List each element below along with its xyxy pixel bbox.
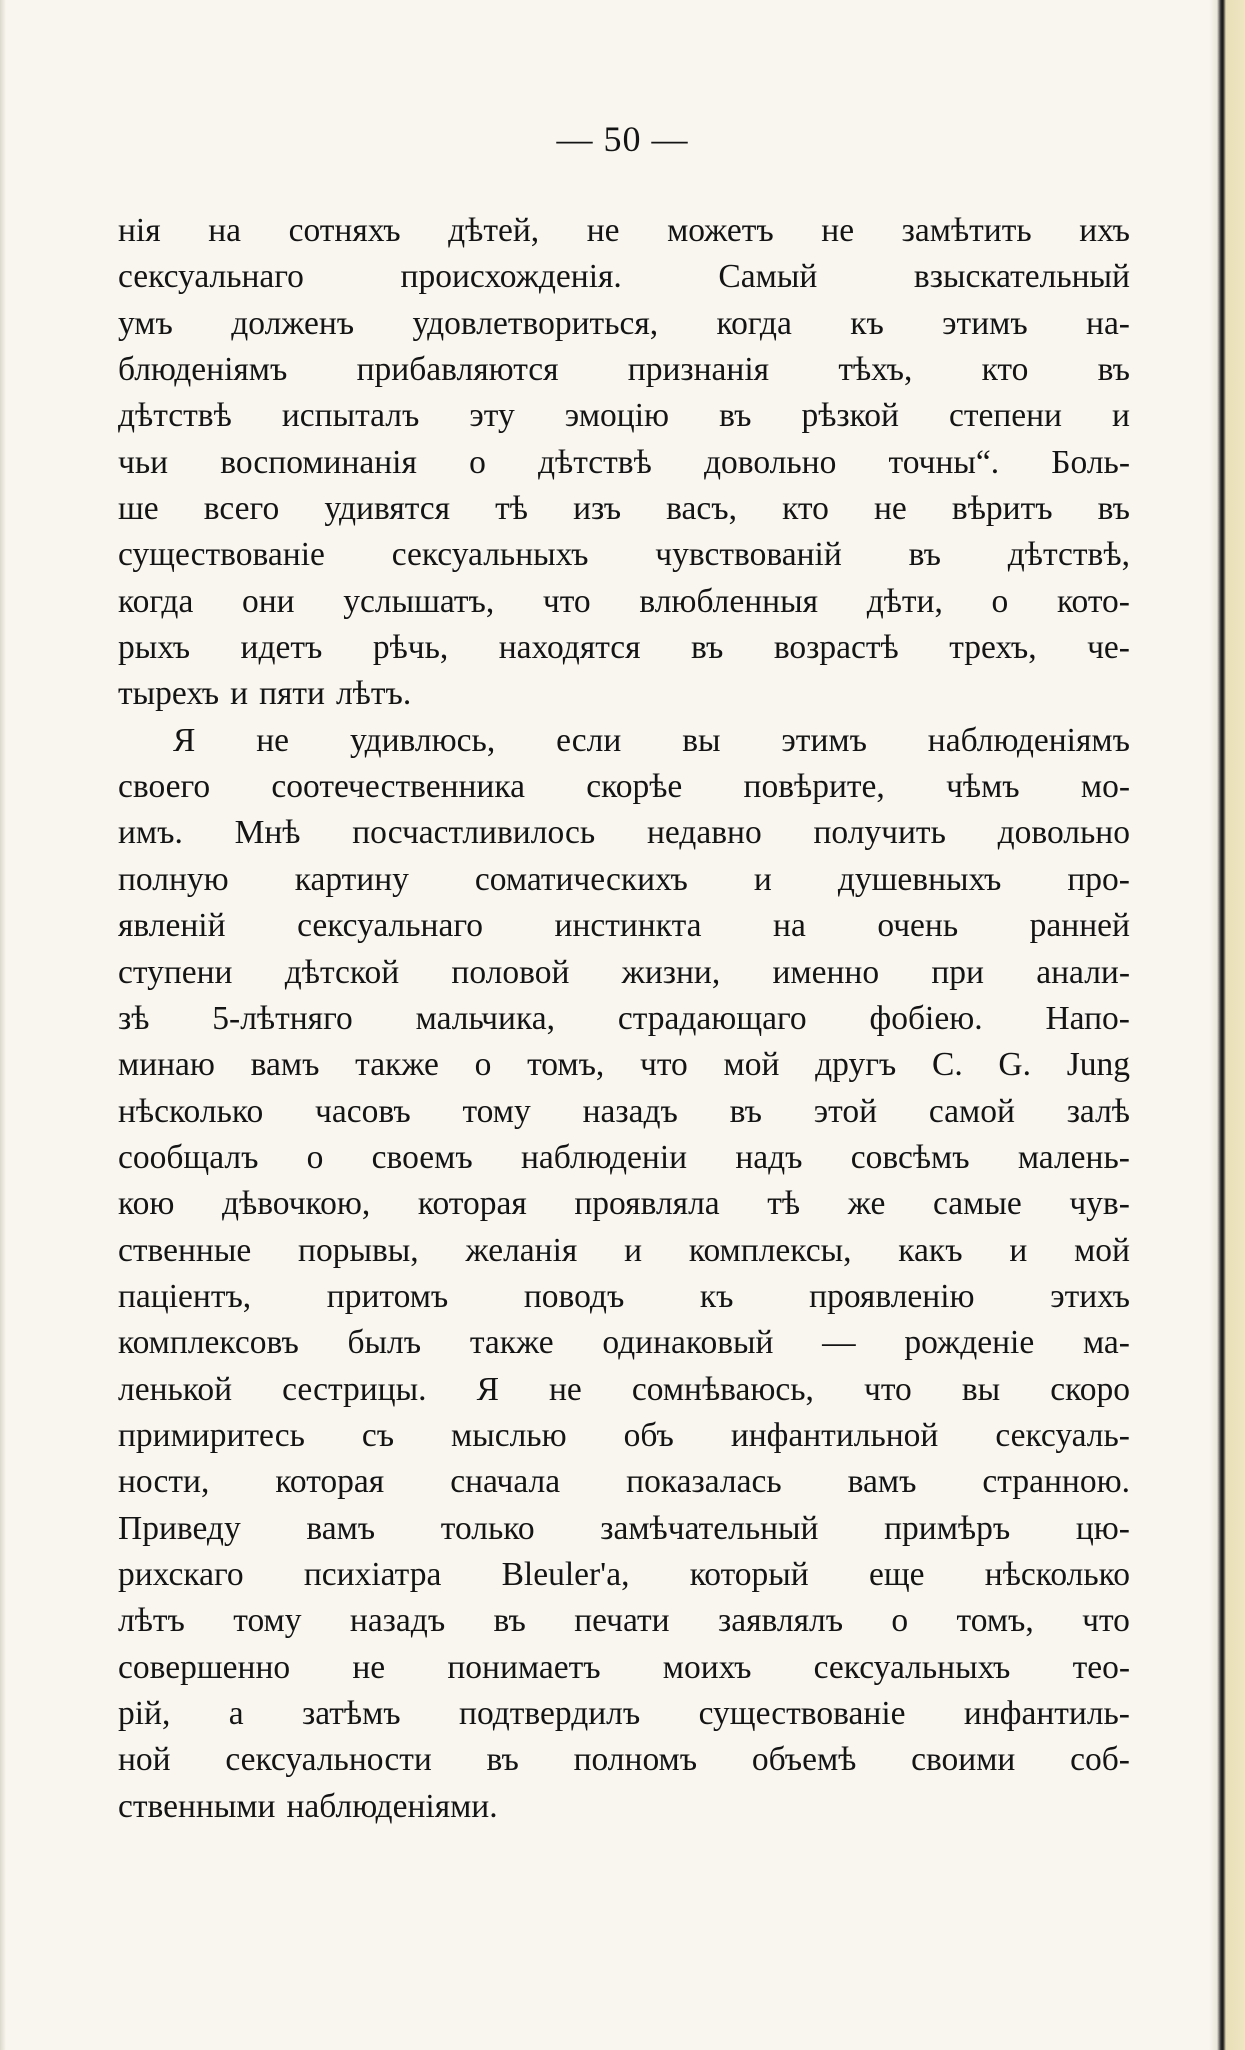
word: и xyxy=(1009,1231,1028,1269)
word: сначала xyxy=(450,1463,561,1501)
word: и xyxy=(753,860,772,898)
word: томъ, xyxy=(956,1602,1034,1640)
word: чьи xyxy=(118,443,169,481)
word: удивлюсь, xyxy=(349,721,496,759)
word: о xyxy=(891,1602,909,1640)
word: томъ, xyxy=(527,1046,605,1084)
word: мо- xyxy=(1080,768,1130,806)
word: Я xyxy=(476,1370,499,1408)
word: существованіе xyxy=(698,1695,906,1732)
word: также xyxy=(469,1324,554,1362)
word: показалась xyxy=(626,1463,782,1501)
word: и xyxy=(624,1231,643,1269)
word: замѣтить xyxy=(901,212,1032,249)
word: психіатра xyxy=(303,1555,442,1593)
word: поводъ xyxy=(523,1277,625,1315)
word: скорѣе xyxy=(586,768,683,806)
word: признанія xyxy=(627,351,770,389)
text-line xyxy=(118,810,1130,856)
word: лѣтъ xyxy=(118,1602,185,1640)
text-line xyxy=(118,764,1130,810)
word: эмоцію xyxy=(564,397,670,435)
word: мой xyxy=(723,1046,780,1084)
word: прибавляются xyxy=(356,351,559,389)
text-line xyxy=(118,1089,1130,1135)
word: еще xyxy=(869,1555,925,1593)
word: которая xyxy=(275,1463,385,1501)
word: сексуальныхъ xyxy=(813,1648,1011,1686)
word: ственные xyxy=(118,1231,252,1269)
text-line xyxy=(118,347,1130,393)
word: удовлетвориться, xyxy=(412,304,659,342)
text-line xyxy=(118,1784,1130,1830)
word: пяти xyxy=(259,675,325,713)
word: нѣсколько xyxy=(118,1092,264,1130)
word: ранней xyxy=(1029,907,1130,945)
word: этимъ xyxy=(942,304,1028,342)
word: наблюденіи xyxy=(520,1138,688,1176)
word: они xyxy=(241,582,295,620)
word: васъ, xyxy=(666,490,737,528)
word: своего xyxy=(118,768,211,806)
word: Напо- xyxy=(1045,999,1130,1037)
word: мальчика, xyxy=(415,999,555,1037)
word: въ xyxy=(691,629,724,667)
word: тѣхъ, xyxy=(838,351,913,389)
word: когда xyxy=(716,304,792,342)
word: притомъ xyxy=(326,1277,449,1315)
word: вы xyxy=(682,721,721,759)
word: степени xyxy=(948,397,1062,435)
text-line xyxy=(118,579,1130,625)
word: странною. xyxy=(982,1463,1130,1501)
word: анали- xyxy=(1036,953,1130,991)
word: ихъ xyxy=(1079,212,1130,249)
word: проявленію xyxy=(809,1277,975,1315)
word: сексуаль- xyxy=(995,1416,1130,1454)
word: соб- xyxy=(1070,1741,1130,1779)
page-left-edge xyxy=(0,0,6,2050)
word: о xyxy=(991,582,1009,620)
word: желанія xyxy=(465,1231,578,1269)
word: тому xyxy=(233,1602,302,1640)
word: и xyxy=(1112,397,1130,435)
word: тео- xyxy=(1072,1648,1130,1686)
word: находятся xyxy=(498,629,641,667)
text-line xyxy=(118,1228,1130,1274)
word: нѣсколько xyxy=(984,1555,1130,1593)
word: не xyxy=(352,1648,386,1686)
word: Мнѣ xyxy=(234,814,301,852)
word: сестрицы. xyxy=(282,1370,427,1408)
word: къ xyxy=(699,1277,734,1315)
word: этихъ xyxy=(1050,1277,1130,1315)
word: ственными xyxy=(118,1787,276,1825)
word: именно xyxy=(772,953,880,991)
word: ма- xyxy=(1082,1324,1130,1362)
word: получить xyxy=(813,814,946,852)
text-line xyxy=(118,254,1130,300)
word: ленькой xyxy=(118,1370,233,1408)
word: на xyxy=(773,907,806,945)
word: мой xyxy=(1074,1231,1130,1269)
text-line xyxy=(118,1506,1130,1552)
word: вѣритъ xyxy=(951,490,1053,528)
word: и xyxy=(230,675,249,713)
word: Самый xyxy=(718,258,818,296)
text-line xyxy=(118,301,1130,347)
word: ной xyxy=(118,1741,171,1779)
word: примѣръ xyxy=(884,1509,1011,1547)
word: фобіею. xyxy=(869,999,983,1037)
word: мыслью xyxy=(451,1416,567,1454)
text-line xyxy=(118,1552,1130,1598)
word: соматическихъ xyxy=(474,860,688,898)
word: въ xyxy=(1097,490,1130,528)
word: при xyxy=(931,953,984,991)
word: комплексовъ xyxy=(118,1324,299,1362)
text-line xyxy=(118,1042,1130,1088)
word: сомнѣваюсь, xyxy=(631,1370,814,1408)
word: что xyxy=(640,1046,688,1084)
word: полномъ xyxy=(573,1741,698,1779)
word: рій, xyxy=(118,1695,171,1732)
word: кою xyxy=(118,1185,175,1223)
word: сексуальныхъ xyxy=(391,536,589,574)
word: своими xyxy=(911,1741,1016,1779)
word: че- xyxy=(1087,629,1130,667)
word: комплексы, xyxy=(688,1231,852,1269)
word: нія xyxy=(118,212,161,249)
word: самой xyxy=(928,1092,1015,1130)
word: инфантильной xyxy=(730,1416,939,1454)
word: эту xyxy=(469,397,515,435)
word: въ xyxy=(729,1092,762,1130)
word: лѣтъ. xyxy=(335,675,412,713)
word: сексуальности xyxy=(225,1741,432,1779)
word: тому xyxy=(462,1092,531,1130)
word: надъ xyxy=(735,1138,803,1176)
text-line xyxy=(118,208,1130,254)
word: другъ xyxy=(815,1046,897,1084)
word: повѣрите, xyxy=(743,768,885,806)
word: объ xyxy=(623,1416,674,1454)
word: дѣтской xyxy=(284,953,400,991)
word: влюбленныя xyxy=(639,582,819,620)
text-line xyxy=(118,1320,1130,1366)
word: Приведу xyxy=(118,1509,241,1547)
word: которая xyxy=(417,1185,527,1223)
word: можетъ xyxy=(667,212,774,249)
word: C. xyxy=(931,1046,963,1084)
word: взыскательный xyxy=(913,258,1130,296)
word: сексуальнаго xyxy=(118,258,304,296)
word: довольно xyxy=(997,814,1130,852)
word: не xyxy=(873,490,907,528)
word: о xyxy=(474,1046,492,1084)
word: на- xyxy=(1086,304,1130,342)
word: что xyxy=(1082,1602,1130,1640)
word: умъ xyxy=(118,304,173,342)
text-line xyxy=(118,532,1130,578)
word: порывы, xyxy=(298,1231,419,1269)
word: долженъ xyxy=(231,304,355,342)
text-line xyxy=(118,625,1130,671)
word: ше xyxy=(118,490,159,528)
text-line xyxy=(118,996,1130,1042)
word: очень xyxy=(877,907,959,945)
word: назадъ xyxy=(582,1092,678,1130)
text-line xyxy=(118,1274,1130,1320)
word: Боль- xyxy=(1051,443,1130,481)
word: существованіе xyxy=(118,536,325,574)
word: дѣтствѣ xyxy=(118,397,232,435)
word: дѣвочкою, xyxy=(221,1185,371,1223)
word: только xyxy=(440,1509,535,1547)
word: Я xyxy=(173,721,196,759)
word: же xyxy=(847,1185,886,1223)
word: былъ xyxy=(347,1324,422,1362)
word: всего xyxy=(203,490,280,528)
word: полную xyxy=(118,860,229,898)
word: замѣчательный xyxy=(600,1509,819,1547)
word: рихскаго xyxy=(118,1555,244,1593)
word: явленій xyxy=(118,907,226,945)
word: понимаетъ xyxy=(447,1648,601,1686)
word: о xyxy=(469,443,486,481)
word: въ xyxy=(908,536,941,574)
word: одинаковый xyxy=(602,1324,774,1362)
word: довольно xyxy=(703,443,837,481)
word: чувствованій xyxy=(655,536,842,574)
page-number: — 50 — xyxy=(556,119,689,159)
word: испыталъ xyxy=(281,397,420,435)
word: соотечественника xyxy=(271,768,525,806)
word: рожденіе xyxy=(904,1324,1035,1362)
word: на xyxy=(208,212,242,249)
word: инфантиль- xyxy=(963,1695,1130,1732)
word: происхожденія. xyxy=(400,258,622,296)
word: недавно xyxy=(646,814,762,852)
word: рѣчь, xyxy=(372,629,449,667)
word: имъ. xyxy=(118,814,183,852)
word: паціентъ, xyxy=(118,1277,252,1315)
word: этимъ xyxy=(781,721,867,759)
word: въ xyxy=(719,397,752,435)
word: минаю xyxy=(118,1046,215,1084)
word: дѣтствѣ, xyxy=(1007,536,1130,574)
word: рыхъ xyxy=(118,629,191,667)
text-line xyxy=(118,1645,1130,1691)
text-line xyxy=(118,1367,1130,1413)
word: блюденіямъ xyxy=(118,351,288,389)
word: вамъ xyxy=(250,1046,320,1084)
word: назадъ xyxy=(349,1602,446,1640)
text-line xyxy=(118,486,1130,532)
word: подтвердилъ xyxy=(459,1695,641,1732)
word: не xyxy=(821,212,855,249)
text-line xyxy=(118,857,1130,903)
word: ности, xyxy=(118,1463,210,1501)
word: идетъ xyxy=(240,629,323,667)
word: Jung xyxy=(1066,1046,1130,1084)
word: если xyxy=(556,721,622,759)
word: о xyxy=(306,1138,324,1176)
word: кто xyxy=(782,490,829,528)
word: скоро xyxy=(1050,1370,1130,1408)
word: рѣзкой xyxy=(801,397,899,435)
word: малень- xyxy=(1017,1138,1130,1176)
text-line xyxy=(118,393,1130,439)
word: вамъ xyxy=(306,1509,376,1547)
text-line xyxy=(118,1413,1130,1459)
word: — xyxy=(822,1324,856,1362)
word: что xyxy=(864,1370,912,1408)
word: про- xyxy=(1067,860,1130,898)
word: примиритесь xyxy=(118,1416,305,1454)
word: страдающаго xyxy=(617,999,807,1037)
word: не xyxy=(256,721,290,759)
word: инстинкта xyxy=(554,907,702,945)
word: ступени xyxy=(118,953,233,991)
word: трехъ, xyxy=(949,629,1037,667)
word: сексуальнаго xyxy=(297,907,483,945)
word: половой xyxy=(451,953,570,991)
text-line xyxy=(118,440,1130,486)
word: чѣмъ xyxy=(946,768,1020,806)
word: залѣ xyxy=(1066,1092,1130,1130)
word: дѣти, xyxy=(866,582,943,620)
word: также xyxy=(355,1046,439,1084)
word: когда xyxy=(118,582,194,620)
word: цю- xyxy=(1075,1509,1130,1547)
word: воспоминанія xyxy=(220,443,417,481)
word: картину xyxy=(294,860,409,898)
word: своемъ xyxy=(371,1138,473,1176)
word: къ xyxy=(850,304,884,342)
word: услышатъ, xyxy=(343,582,495,620)
word: наблюденіями. xyxy=(286,1787,498,1825)
text-line xyxy=(118,1459,1130,1505)
word: вы xyxy=(961,1370,1001,1408)
word: дѣтей, xyxy=(448,212,540,249)
word: кто xyxy=(981,351,1029,389)
text-line xyxy=(118,718,1130,764)
text-line xyxy=(118,903,1130,949)
word: самые xyxy=(932,1185,1022,1223)
word: сообщалъ xyxy=(118,1138,259,1176)
text-line xyxy=(118,1598,1130,1644)
word: печати xyxy=(574,1602,670,1640)
word: не xyxy=(548,1370,582,1408)
word: вамъ xyxy=(847,1463,917,1501)
text-line xyxy=(118,1135,1130,1181)
word: душевныхъ xyxy=(837,860,1002,898)
text-line xyxy=(118,1737,1130,1783)
word: этой xyxy=(813,1092,878,1130)
word: изъ xyxy=(573,490,622,528)
word: удивятся xyxy=(324,490,451,528)
word: точны“. xyxy=(888,443,1000,481)
word: тѣ xyxy=(495,490,529,528)
book-spine-edge xyxy=(1209,0,1245,2050)
text-line xyxy=(118,950,1130,996)
word: а xyxy=(228,1695,244,1732)
word: G. xyxy=(998,1046,1031,1084)
word: возрастѣ xyxy=(773,629,899,667)
word: въ xyxy=(1097,351,1130,389)
word: совсѣмъ xyxy=(850,1138,970,1176)
word: не xyxy=(586,212,620,249)
word: въ xyxy=(486,1741,519,1779)
word: 5-лѣтняго xyxy=(212,999,353,1037)
word: затѣмъ xyxy=(302,1695,401,1732)
text-line xyxy=(118,1691,1130,1737)
word: жизни, xyxy=(621,953,721,991)
text-line xyxy=(118,671,1130,717)
word: что xyxy=(542,582,591,620)
word: заявлялъ xyxy=(717,1602,844,1640)
word: зѣ xyxy=(118,999,150,1037)
word: чув- xyxy=(1069,1185,1130,1223)
body-text xyxy=(118,208,1130,1830)
word: дѣтствѣ xyxy=(537,443,652,481)
word: часовъ xyxy=(315,1092,411,1130)
word: какъ xyxy=(898,1231,963,1269)
word: тѣ xyxy=(767,1185,801,1223)
word: который xyxy=(689,1555,809,1593)
word: проявляла xyxy=(574,1185,720,1223)
word: кото- xyxy=(1056,582,1130,620)
word: въ xyxy=(493,1602,526,1640)
word: сотняхъ xyxy=(288,212,401,249)
word: тырехъ xyxy=(118,675,220,713)
word: Bleuler'a, xyxy=(501,1555,630,1593)
word: наблюденіямъ xyxy=(927,721,1130,759)
word: совершенно xyxy=(118,1648,291,1686)
word: объемѣ xyxy=(751,1741,857,1779)
word: съ xyxy=(361,1416,395,1454)
word: посчастливилось xyxy=(352,814,596,852)
word: моихъ xyxy=(662,1648,752,1686)
text-line xyxy=(118,1181,1130,1227)
